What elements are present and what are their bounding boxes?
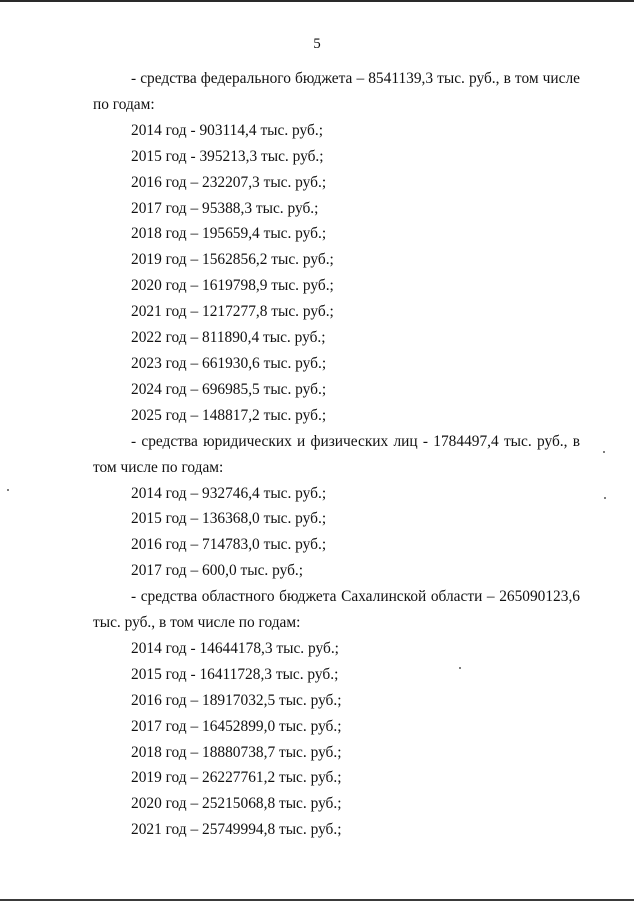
legal-entities-year-item: 2015 год – 136368,0 тыс. руб.; bbox=[131, 510, 327, 528]
federal-year-item: 2014 год - 903114,4 тыс. руб.; bbox=[131, 121, 323, 139]
federal-year-item: 2019 год – 1562856,2 тыс. руб.; bbox=[131, 251, 334, 269]
regional-year-item: 2021 год – 25749994,8 тыс. руб.; bbox=[131, 821, 342, 839]
regional-budget-intro: - средства областного бюджета Сахалинской области – 265090123,6 тыс. руб., в том числе по годам: bbox=[93, 588, 580, 632]
scan-speck bbox=[603, 451, 605, 453]
federal-year-item: 2025 год – 148817,2 тыс. руб.; bbox=[131, 406, 327, 424]
federal-year-item: 2023 год – 661930,6 тыс. руб.; bbox=[131, 354, 327, 372]
regional-year-item: 2014 год - 14644178,3 тыс. руб.; bbox=[131, 639, 339, 657]
federal-year-item: 2021 год – 1217277,8 тыс. руб.; bbox=[131, 303, 334, 321]
page-number: 5 bbox=[313, 36, 321, 52]
regional-year-item: 2015 год - 16411728,3 тыс. руб.; bbox=[131, 665, 339, 683]
regional-budget-years bbox=[93, 636, 580, 843]
regional-year-item: 2019 год – 26227761,2 тыс. руб.; bbox=[131, 769, 342, 787]
federal-budget-intro: - средства федерального бюджета – 8541139,3 тыс. руб., в том числе по годам: bbox=[93, 70, 580, 113]
federal-year-item: 2016 год – 232207,3 тыс. руб.; bbox=[131, 173, 327, 191]
federal-year-item: 2020 год – 1619798,9 тыс. руб.; bbox=[131, 277, 334, 295]
federal-year-item: 2018 год – 195659,4 тыс. руб.; bbox=[131, 225, 327, 243]
federal-year-item: 2015 год - 395213,3 тыс. руб.; bbox=[131, 147, 324, 165]
federal-year-item: 2022 год – 811890,4 тыс. руб.; bbox=[131, 329, 326, 347]
legal-entities-year-item: 2017 год – 600,0 тыс. руб.; bbox=[131, 562, 304, 580]
regional-year-item: 2020 год – 25215068,8 тыс. руб.; bbox=[131, 795, 342, 813]
scan-edge-top bbox=[0, 0, 634, 2]
scan-edge-bottom bbox=[0, 899, 634, 901]
scan-speck bbox=[459, 667, 461, 669]
scan-speck bbox=[604, 497, 606, 499]
regional-year-item: 2018 год – 18880738,7 тыс. руб.; bbox=[131, 743, 342, 761]
document-body bbox=[93, 66, 580, 843]
legal-entities-years bbox=[93, 481, 580, 585]
legal-entities-year-item: 2016 год – 714783,0 тыс. руб.; bbox=[131, 536, 327, 554]
regional-year-item: 2017 год – 16452899,0 тыс. руб.; bbox=[131, 717, 342, 735]
scan-speck bbox=[7, 489, 9, 491]
regional-year-item: 2016 год – 18917032,5 тыс. руб.; bbox=[131, 691, 342, 709]
federal-budget-years bbox=[93, 118, 580, 429]
legal-entities-year-item: 2014 год – 932746,4 тыс. руб.; bbox=[131, 484, 327, 502]
federal-year-item: 2024 год – 696985,5 тыс. руб.; bbox=[131, 380, 327, 398]
legal-entities-intro: - средства юридических и физических лиц - 1784497,4 тыс. руб., в том числе по годам: bbox=[93, 432, 580, 476]
federal-year-item: 2017 год – 95388,3 тыс. руб.; bbox=[131, 199, 319, 217]
